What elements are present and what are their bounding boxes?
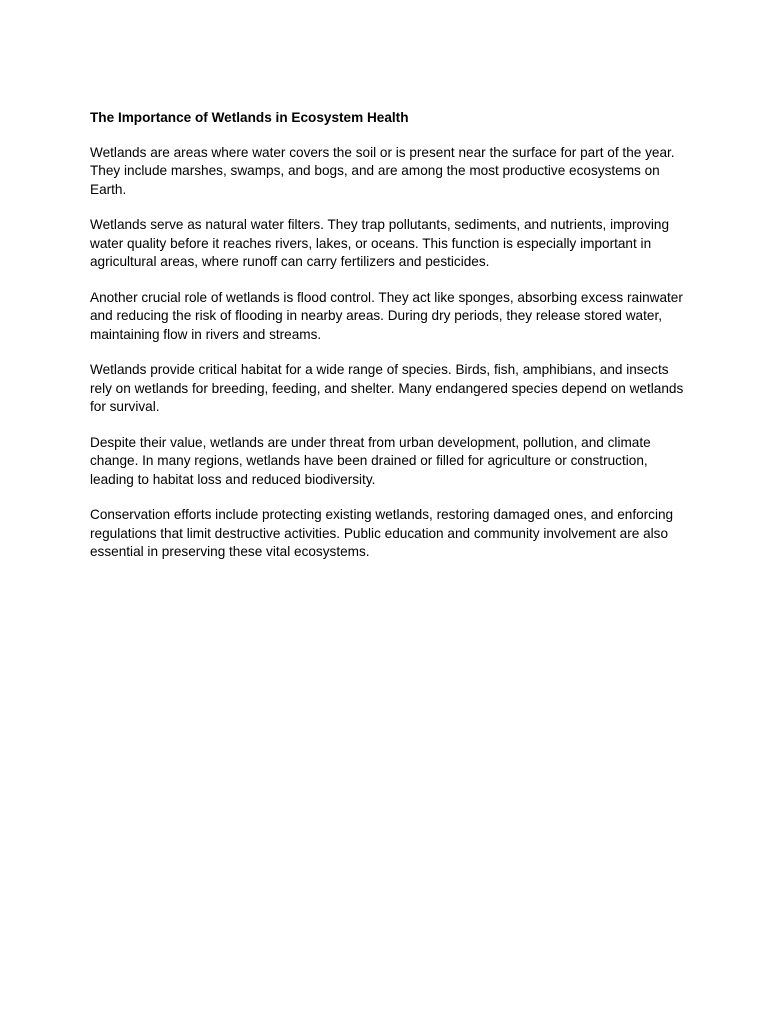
- paragraph-definition: Wetlands are areas where water covers the soil or is present near the surface for part of the year. They include marshes, swamps, and bogs, and are among the most productive ecosystems on Earth.: [90, 144, 675, 197]
- paragraph-flood-control: Another crucial role of wetlands is flood control. They act like sponges, absorbing excess rainwater and reducing the risk of flooding in nearby areas. During dry periods, they release stored water, maintaining flow in rivers and streams.: [90, 289, 683, 342]
- paragraph-threats: Despite their value, wetlands are under threat from urban development, pollution, and climate change. In many regions, wetlands have been drained or filled for agriculture or construction, leading to habitat loss and reduced biodiversity.: [90, 434, 651, 487]
- document-title: The Importance of Wetlands in Ecosystem Health: [90, 110, 409, 125]
- paragraph-water-filtering: Wetlands serve as natural water filters. They trap pollutants, sediments, and nutrients, improving water quality before it reaches rivers, lakes, or oceans. This function is especially important in agricultural areas, where runoff can carry fertilizers and pesticides.: [90, 217, 670, 269]
- paragraph-habitat: Wetlands provide critical habitat for a wide range of species. Birds, fish, amphibians, and insects rely on wetlands for breeding, feeding, and shelter. Many endangered species depend on wetlands for survival.: [90, 362, 684, 414]
- paragraph-conservation: Conservation efforts include protecting existing wetlands, restoring damaged ones, and enforcing regulations that limit destructive activities. Public education and community involvement are also essential in preserving these vital ecosystems.: [90, 507, 674, 559]
